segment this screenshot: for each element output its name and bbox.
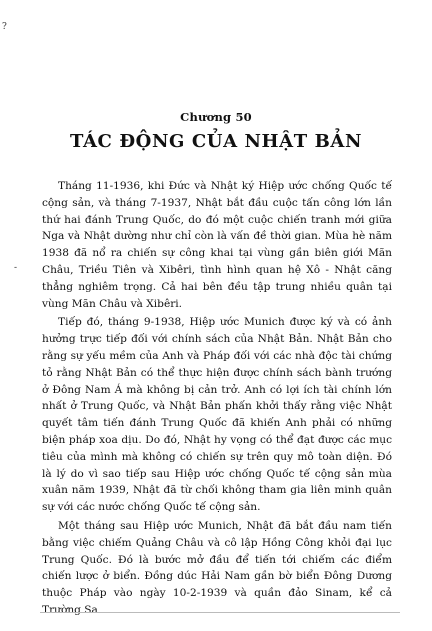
- paragraph: Tiếp đó, tháng 9-1938, Hiệp ước Munich được ký và có ảnh hưởng trực tiếp đối với chính sách của Nhật Bản. Nhật Bản cho rằng sự yếu mềm của Anh và Pháp đối với các nhà độc tài chứng tỏ rằng Nhật Bản có thể thực hiện được chính sách bành trướng ở Đông Nam Á mà không bị cản trở. Anh có lợi ích tài chính lớn nhất ở Trung Quốc, và Nhật Bản phấn khởi thấy rằng việc Nhật quyết tâm tiến đánh Trung Quốc đã khiến Anh phải có những biện pháp xoa dịu. Do đó, Nhật hy vọng có thể đạt được các mục tiêu của mình mà không có chiến sự trên quy mô toàn diện. Đó là lý do vì sao tiếp sau Hiệp ước chống Quốc tế cộng sản mùa xuân năm 1939, Nhật đã từ chối không tham gia liên minh quân sự với các nước chống Quốc tế cộng sản.: [42, 316, 392, 514]
- paragraph: Tháng 11-1936, khi Đức và Nhật ký Hiệp ước chống Quốc tế cộng sản, và tháng 7-1937, Nhật bắt đầu cuộc tấn công lớn lần thứ hai đánh Trung Quốc, do đó một cuộc chiến tranh mới giữa Nga và Nhật dường như chỉ còn là vấn đề thời gian. Mùa hè năm 1938 đã nổ ra chiến sự công khai tại vùng gần biên giới Mãn Châu, Triều Tiên và Xibêri, tình hình quan hệ Xô - Nhật căng thẳng nghiêm trọng. Cả hai bên đều tập trung nhiều quân tại vùng Mãn Châu và Xibêri.: [42, 180, 392, 310]
- margin-mark: -: [14, 263, 18, 273]
- page-bottom-rule: [40, 612, 400, 613]
- margin-mark: ?: [2, 22, 7, 32]
- chapter-title: TÁC ĐỘNG CỦA NHẬT BẢN: [69, 131, 363, 152]
- chapter-body: [42, 178, 392, 621]
- chapter-number: Chương 50: [180, 110, 252, 124]
- paragraph: Một tháng sau Hiệp ước Munich, Nhật đã bắt đầu nam tiến bằng việc chiếm Quảng Châu và cô lập Hồng Công khỏi đại lục Trung Quốc. Đó là bước mở đầu để tiến tới chiếm các điểm chiến lược ở biển. Đồng dúc Hải Nam gần bờ biển Đông Dương thuộc Pháp vào ngày 10-2-1939 và quần đảo Sinam, kể cả Trường Sa: [42, 519, 392, 616]
